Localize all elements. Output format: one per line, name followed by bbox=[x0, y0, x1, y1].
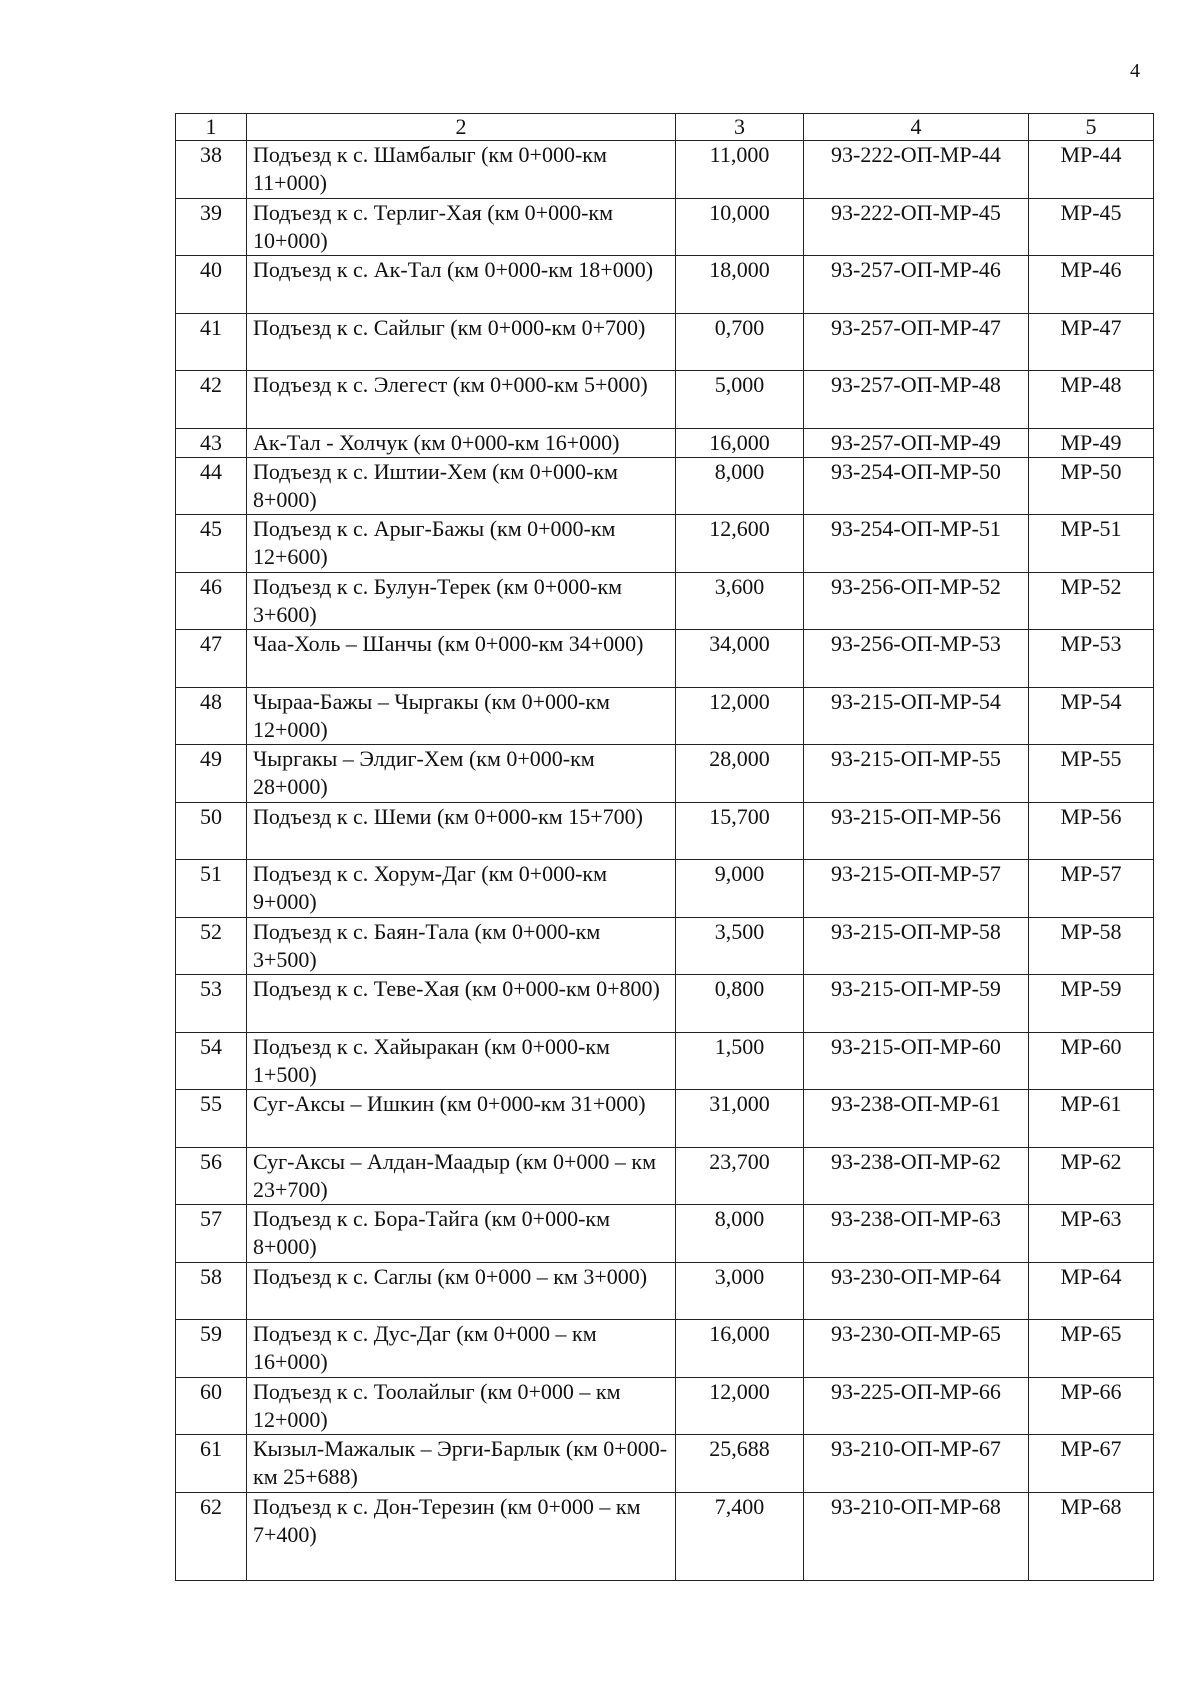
road-code: 93-254-ОП-МР-51 bbox=[804, 515, 1029, 573]
table-header bbox=[176, 114, 1154, 141]
table-row bbox=[176, 917, 1154, 975]
table-row bbox=[176, 802, 1154, 860]
road-short-code: МР-47 bbox=[1029, 313, 1154, 371]
row-number: 55 bbox=[176, 1090, 247, 1148]
road-length: 1,500 bbox=[676, 1032, 804, 1090]
road-code: 93-257-ОП-МР-48 bbox=[804, 371, 1029, 429]
road-length: 0,700 bbox=[676, 313, 804, 371]
road-short-code: МР-64 bbox=[1029, 1262, 1154, 1320]
road-length: 8,000 bbox=[676, 1205, 804, 1263]
road-code: 93-256-ОП-МР-53 bbox=[804, 630, 1029, 688]
road-length: 23,700 bbox=[676, 1147, 804, 1205]
road-name: Подъезд к с. Дус-Даг (км 0+000 – км 16+000) bbox=[247, 1320, 676, 1378]
road-code: 93-257-ОП-МР-47 bbox=[804, 313, 1029, 371]
row-number: 54 bbox=[176, 1032, 247, 1090]
road-name: Суг-Аксы – Ишкин (км 0+000-км 31+000) bbox=[247, 1090, 676, 1148]
road-name: Подъезд к с. Саглы (км 0+000 – км 3+000) bbox=[247, 1262, 676, 1320]
road-name: Подъезд к с. Элегест (км 0+000-км 5+000) bbox=[247, 371, 676, 429]
table-row bbox=[176, 1262, 1154, 1320]
road-short-code: МР-61 bbox=[1029, 1090, 1154, 1148]
road-code: 93-230-ОП-МР-65 bbox=[804, 1320, 1029, 1378]
road-code: 93-215-ОП-МР-57 bbox=[804, 860, 1029, 918]
road-short-code: МР-54 bbox=[1029, 687, 1154, 745]
road-name: Подъезд к с. Баян-Тала (км 0+000-км 3+500) bbox=[247, 917, 676, 975]
road-name: Подъезд к с. Иштии-Хем (км 0+000-км 8+000) bbox=[247, 457, 676, 515]
row-number: 52 bbox=[176, 917, 247, 975]
road-name: Подъезд к с. Хорум-Даг (км 0+000-км 9+000) bbox=[247, 860, 676, 918]
table-row bbox=[176, 1435, 1154, 1493]
header-col-3: 3 bbox=[676, 114, 804, 141]
road-name: Подъезд к с. Тоолайлыг (км 0+000 – км 12+000) bbox=[247, 1377, 676, 1435]
row-number: 47 bbox=[176, 630, 247, 688]
table-row bbox=[176, 687, 1154, 745]
row-number: 46 bbox=[176, 572, 247, 630]
road-code: 93-238-ОП-МР-61 bbox=[804, 1090, 1029, 1148]
road-length: 8,000 bbox=[676, 457, 804, 515]
table-row bbox=[176, 1492, 1154, 1580]
road-short-code: МР-59 bbox=[1029, 975, 1154, 1033]
road-short-code: МР-45 bbox=[1029, 198, 1154, 256]
road-length: 3,000 bbox=[676, 1262, 804, 1320]
road-length: 11,000 bbox=[676, 141, 804, 199]
row-number: 41 bbox=[176, 313, 247, 371]
row-number: 51 bbox=[176, 860, 247, 918]
table-row bbox=[176, 1147, 1154, 1205]
road-name: Подъезд к с. Теве-Хая (км 0+000-км 0+800) bbox=[247, 975, 676, 1033]
road-name: Чаа-Холь – Шанчы (км 0+000-км 34+000) bbox=[247, 630, 676, 688]
road-length: 12,600 bbox=[676, 515, 804, 573]
row-number: 53 bbox=[176, 975, 247, 1033]
header-col-5: 5 bbox=[1029, 114, 1154, 141]
road-length: 16,000 bbox=[676, 1320, 804, 1378]
road-name: Ак-Тал - Холчук (км 0+000-км 16+000) bbox=[247, 428, 676, 457]
road-length: 12,000 bbox=[676, 687, 804, 745]
header-col-2: 2 bbox=[247, 114, 676, 141]
row-number: 39 bbox=[176, 198, 247, 256]
table-row bbox=[176, 256, 1154, 314]
road-short-code: МР-60 bbox=[1029, 1032, 1154, 1090]
table-row bbox=[176, 371, 1154, 429]
road-code: 93-215-ОП-МР-60 bbox=[804, 1032, 1029, 1090]
road-short-code: МР-58 bbox=[1029, 917, 1154, 975]
road-short-code: МР-63 bbox=[1029, 1205, 1154, 1263]
road-length: 18,000 bbox=[676, 256, 804, 314]
road-name: Подъезд к с. Ак-Тал (км 0+000-км 18+000) bbox=[247, 256, 676, 314]
road-name: Чыргакы – Элдиг-Хем (км 0+000-км 28+000) bbox=[247, 745, 676, 803]
roads-table bbox=[175, 113, 1154, 1581]
road-short-code: МР-52 bbox=[1029, 572, 1154, 630]
row-number: 48 bbox=[176, 687, 247, 745]
row-number: 45 bbox=[176, 515, 247, 573]
page-number: 4 bbox=[1130, 60, 1140, 82]
row-number: 57 bbox=[176, 1205, 247, 1263]
table-row bbox=[176, 860, 1154, 918]
road-short-code: МР-50 bbox=[1029, 457, 1154, 515]
road-short-code: МР-56 bbox=[1029, 802, 1154, 860]
road-name: Подъезд к с. Хайыракан (км 0+000-км 1+500) bbox=[247, 1032, 676, 1090]
header-row bbox=[176, 114, 1154, 141]
row-number: 58 bbox=[176, 1262, 247, 1320]
road-code: 93-254-ОП-МР-50 bbox=[804, 457, 1029, 515]
road-length: 10,000 bbox=[676, 198, 804, 256]
table-row bbox=[176, 1320, 1154, 1378]
road-code: 93-215-ОП-МР-58 bbox=[804, 917, 1029, 975]
table-row bbox=[176, 1205, 1154, 1263]
road-name: Чыраа-Бажы – Чыргакы (км 0+000-км 12+000) bbox=[247, 687, 676, 745]
table-body bbox=[176, 141, 1154, 1581]
row-number: 49 bbox=[176, 745, 247, 803]
road-code: 93-256-ОП-МР-52 bbox=[804, 572, 1029, 630]
table-row bbox=[176, 572, 1154, 630]
road-code: 93-257-ОП-МР-46 bbox=[804, 256, 1029, 314]
road-code: 93-257-ОП-МР-49 bbox=[804, 428, 1029, 457]
road-name: Подъезд к с. Бора-Тайга (км 0+000-км 8+000) bbox=[247, 1205, 676, 1263]
row-number: 56 bbox=[176, 1147, 247, 1205]
road-short-code: МР-55 bbox=[1029, 745, 1154, 803]
row-number: 44 bbox=[176, 457, 247, 515]
row-number: 38 bbox=[176, 141, 247, 199]
road-code: 93-222-ОП-МР-44 bbox=[804, 141, 1029, 199]
road-name: Подъезд к с. Терлиг-Хая (км 0+000-км 10+000) bbox=[247, 198, 676, 256]
road-short-code: МР-49 bbox=[1029, 428, 1154, 457]
road-code: 93-210-ОП-МР-68 bbox=[804, 1492, 1029, 1580]
table-row bbox=[176, 457, 1154, 515]
table-row bbox=[176, 975, 1154, 1033]
road-short-code: МР-44 bbox=[1029, 141, 1154, 199]
road-short-code: МР-67 bbox=[1029, 1435, 1154, 1493]
road-name: Кызыл-Мажалык – Эрги-Барлык (км 0+000-км 25+688) bbox=[247, 1435, 676, 1493]
row-number: 61 bbox=[176, 1435, 247, 1493]
header-col-1: 1 bbox=[176, 114, 247, 141]
table-row bbox=[176, 1090, 1154, 1148]
road-length: 15,700 bbox=[676, 802, 804, 860]
header-col-4: 4 bbox=[804, 114, 1029, 141]
road-code: 93-222-ОП-МР-45 bbox=[804, 198, 1029, 256]
road-short-code: МР-46 bbox=[1029, 256, 1154, 314]
road-code: 93-230-ОП-МР-64 bbox=[804, 1262, 1029, 1320]
table-row bbox=[176, 428, 1154, 457]
row-number: 43 bbox=[176, 428, 247, 457]
road-name: Подъезд к с. Шеми (км 0+000-км 15+700) bbox=[247, 802, 676, 860]
road-name: Суг-Аксы – Алдан-Маадыр (км 0+000 – км 23+700) bbox=[247, 1147, 676, 1205]
road-length: 7,400 bbox=[676, 1492, 804, 1580]
row-number: 59 bbox=[176, 1320, 247, 1378]
road-length: 16,000 bbox=[676, 428, 804, 457]
road-short-code: МР-51 bbox=[1029, 515, 1154, 573]
table-row bbox=[176, 1377, 1154, 1435]
road-code: 93-215-ОП-МР-55 bbox=[804, 745, 1029, 803]
road-short-code: МР-68 bbox=[1029, 1492, 1154, 1580]
table-row bbox=[176, 630, 1154, 688]
road-code: 93-238-ОП-МР-62 bbox=[804, 1147, 1029, 1205]
road-name: Подъезд к с. Шамбалыг (км 0+000-км 11+000) bbox=[247, 141, 676, 199]
table-row bbox=[176, 141, 1154, 199]
road-short-code: МР-65 bbox=[1029, 1320, 1154, 1378]
road-short-code: МР-66 bbox=[1029, 1377, 1154, 1435]
road-length: 31,000 bbox=[676, 1090, 804, 1148]
road-code: 93-215-ОП-МР-54 bbox=[804, 687, 1029, 745]
road-short-code: МР-53 bbox=[1029, 630, 1154, 688]
row-number: 42 bbox=[176, 371, 247, 429]
road-length: 9,000 bbox=[676, 860, 804, 918]
table-row bbox=[176, 1032, 1154, 1090]
road-length: 25,688 bbox=[676, 1435, 804, 1493]
table-row bbox=[176, 313, 1154, 371]
road-code: 93-225-ОП-МР-66 bbox=[804, 1377, 1029, 1435]
road-short-code: МР-57 bbox=[1029, 860, 1154, 918]
row-number: 60 bbox=[176, 1377, 247, 1435]
road-code: 93-215-ОП-МР-56 bbox=[804, 802, 1029, 860]
road-code: 93-215-ОП-МР-59 bbox=[804, 975, 1029, 1033]
road-length: 34,000 bbox=[676, 630, 804, 688]
table-row bbox=[176, 745, 1154, 803]
row-number: 50 bbox=[176, 802, 247, 860]
table-row bbox=[176, 515, 1154, 573]
road-code: 93-210-ОП-МР-67 bbox=[804, 1435, 1029, 1493]
road-short-code: МР-62 bbox=[1029, 1147, 1154, 1205]
road-name: Подъезд к с. Булун-Терек (км 0+000-км 3+600) bbox=[247, 572, 676, 630]
road-name: Подъезд к с. Дон-Терезин (км 0+000 – км 7+400) bbox=[247, 1492, 676, 1580]
road-name: Подъезд к с. Сайлыг (км 0+000-км 0+700) bbox=[247, 313, 676, 371]
row-number: 62 bbox=[176, 1492, 247, 1580]
road-short-code: МР-48 bbox=[1029, 371, 1154, 429]
row-number: 40 bbox=[176, 256, 247, 314]
road-length: 12,000 bbox=[676, 1377, 804, 1435]
road-name: Подъезд к с. Арыг-Бажы (км 0+000-км 12+600) bbox=[247, 515, 676, 573]
road-length: 5,000 bbox=[676, 371, 804, 429]
road-code: 93-238-ОП-МР-63 bbox=[804, 1205, 1029, 1263]
road-length: 0,800 bbox=[676, 975, 804, 1033]
road-length: 28,000 bbox=[676, 745, 804, 803]
table-row bbox=[176, 198, 1154, 256]
road-length: 3,600 bbox=[676, 572, 804, 630]
road-length: 3,500 bbox=[676, 917, 804, 975]
